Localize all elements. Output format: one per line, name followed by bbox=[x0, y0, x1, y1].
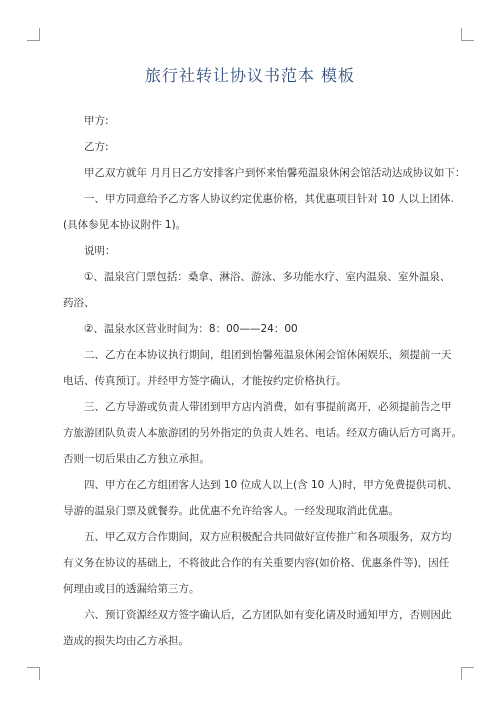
paragraph-clause-1 bbox=[63, 186, 465, 238]
paragraph-line: 电话、传真预订。并经甲方签字确认，才能按约定价格执行。 bbox=[63, 375, 347, 387]
paragraph-line: 六、预订资源经双方签字确认后，乙方团队如有变化请及时通知甲方，否则因此 bbox=[84, 609, 452, 621]
document-title: 旅行社转让协议书范本 模板 bbox=[144, 66, 356, 85]
paragraph-clause-2 bbox=[63, 342, 465, 394]
paragraph-line: 方旅游团队负责人本旅游团的另外指定的负责人姓名、电话。经双方确认后方可离开。 bbox=[63, 427, 462, 439]
paragraph-line: 三、乙方导游或负责人带团到甲方店内消费，如有事提前离开，必须提前告之甲 bbox=[84, 401, 452, 413]
paragraph-line: 二、乙方在本协议执行期间，组团到怡馨苑温泉休闲会馆休闲娱乐，须提前一天 bbox=[84, 349, 452, 361]
paragraph-line: 导游的温泉门票及就餐券。此优惠不允许给客人。一经发现取消此优惠。 bbox=[63, 505, 399, 517]
paragraph-line: 甲乙双方就年 月月日乙方安排客户到怀来怡馨苑温泉休闲会馆活动达成协议如下： bbox=[84, 167, 466, 179]
paragraph-line: 说明： bbox=[84, 245, 116, 257]
paragraph-note-1 bbox=[63, 264, 465, 316]
paragraph-note-label bbox=[63, 238, 465, 264]
paragraph-party-a bbox=[63, 108, 465, 134]
paragraph-line: (具体参见本协议附件 1)。 bbox=[63, 219, 187, 231]
paragraph-line: 五、甲乙双方合作期间，双方应积极配合共同做好宣传推广和各项服务，双方均 bbox=[84, 531, 452, 543]
paragraph-line: 药浴、 bbox=[63, 297, 95, 309]
crop-mark-top-right bbox=[461, 28, 474, 41]
paragraph-clause-6 bbox=[63, 602, 465, 654]
paragraph-line: 何理由或目的透漏给第三方。 bbox=[63, 583, 200, 595]
paragraph-line: ②、温泉水区营业时间为：8：00——24：00 bbox=[84, 323, 298, 335]
crop-mark-bottom-right bbox=[461, 667, 474, 680]
paragraph-note-2 bbox=[63, 316, 465, 342]
paragraph-line: 一、甲方同意给予乙方客人协议约定优惠价格，其优惠项目针对 10 人以上团体. bbox=[84, 193, 454, 205]
paragraph-party-b bbox=[63, 134, 465, 160]
paragraph-line: 有义务在协议的基础上，不将彼此合作的有关重要内容(如价格、优惠条件等)，因任 bbox=[63, 557, 450, 569]
paragraph-line: ①、温泉宫门票包括：桑拿、淋浴、游泳、多功能水疗、室内温泉、室外温泉、 bbox=[84, 271, 451, 283]
paragraph-clause-4 bbox=[63, 472, 465, 524]
paragraph-line: 造成的损失均由乙方承担。 bbox=[63, 635, 189, 647]
crop-mark-top-left bbox=[27, 28, 40, 41]
paragraph-intro bbox=[63, 160, 465, 186]
paragraph-line: 否则一切后果由乙方独立承担。 bbox=[63, 453, 210, 465]
paragraph-line: 甲方: bbox=[84, 115, 109, 127]
crop-mark-bottom-left bbox=[27, 667, 40, 680]
paragraph-clause-5 bbox=[63, 524, 465, 602]
document-body bbox=[63, 108, 465, 654]
paragraph-line: 乙方: bbox=[84, 141, 109, 153]
paragraph-clause-3 bbox=[63, 394, 465, 472]
paragraph-line: 四、甲方在乙方组团客人达到 10 位成人以上(含 10 人)时，甲方免费提供司机、 bbox=[84, 479, 458, 491]
